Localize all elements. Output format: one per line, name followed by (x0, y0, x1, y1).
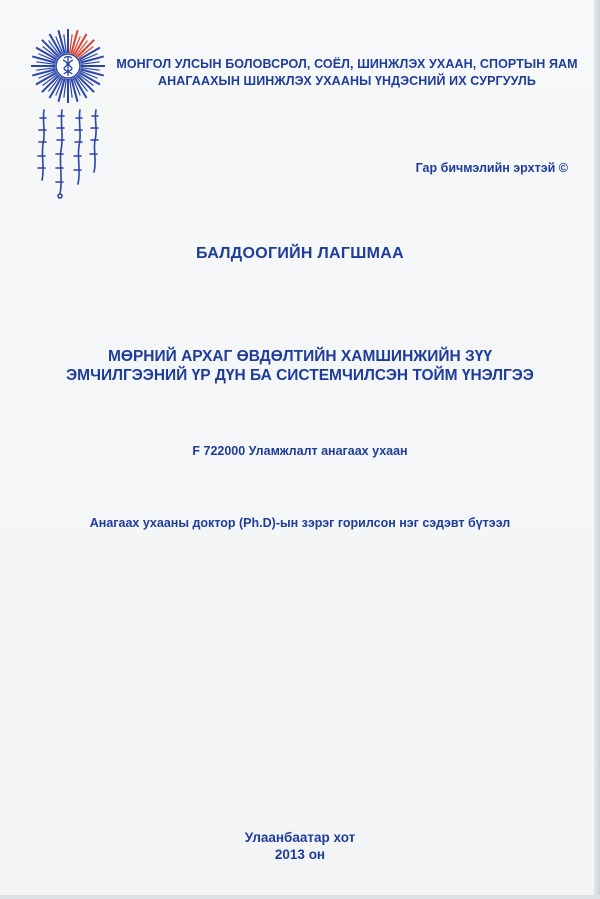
author-name: БАЛДООГИЙН ЛАГШМАА (196, 245, 404, 262)
copyright-notice: Гар бичмэлийн эрхтэй © (415, 161, 568, 175)
thesis-title-line-1: МӨРНИЙ АРХАГ ӨВДӨЛТИЙН ХАМШИНЖИЙН ЗҮҮ (107, 348, 493, 365)
specialty-code: F 722000 Уламжлалт анагаах ухаан (192, 444, 408, 458)
mongolian-script-emblem-text (26, 108, 106, 200)
place-year: 2013 он (274, 847, 326, 862)
ministry-name: МОНГОЛ УЛСЫН БОЛОВСРОЛ, СОЁЛ, ШИНЖЛЭХ УХААН, СПОРТЫН ЯАМ (116, 57, 578, 71)
degree-statement: Анагаах ухааны доктор (Ph.D)-ын зэрэг горилсон нэг сэдэвт бүтээл (89, 516, 511, 530)
thesis-title-line-2: ЭМЧИЛГЭЭНИЙ ҮР ДҮН БА СИСТЕМЧИЛСЭН ТОЙМ ҮНЭЛГЭЭ (66, 367, 534, 384)
university-name: АНАГААХЫН ШИНЖЛЭХ УХААНЫ ҮНДЭСНИЙ ИХ СУРГУУЛЬ (158, 74, 536, 88)
page-edge-bottom (0, 895, 600, 899)
place-city: Улаанбаатар хот (244, 830, 356, 845)
university-emblem-icon (30, 28, 106, 104)
